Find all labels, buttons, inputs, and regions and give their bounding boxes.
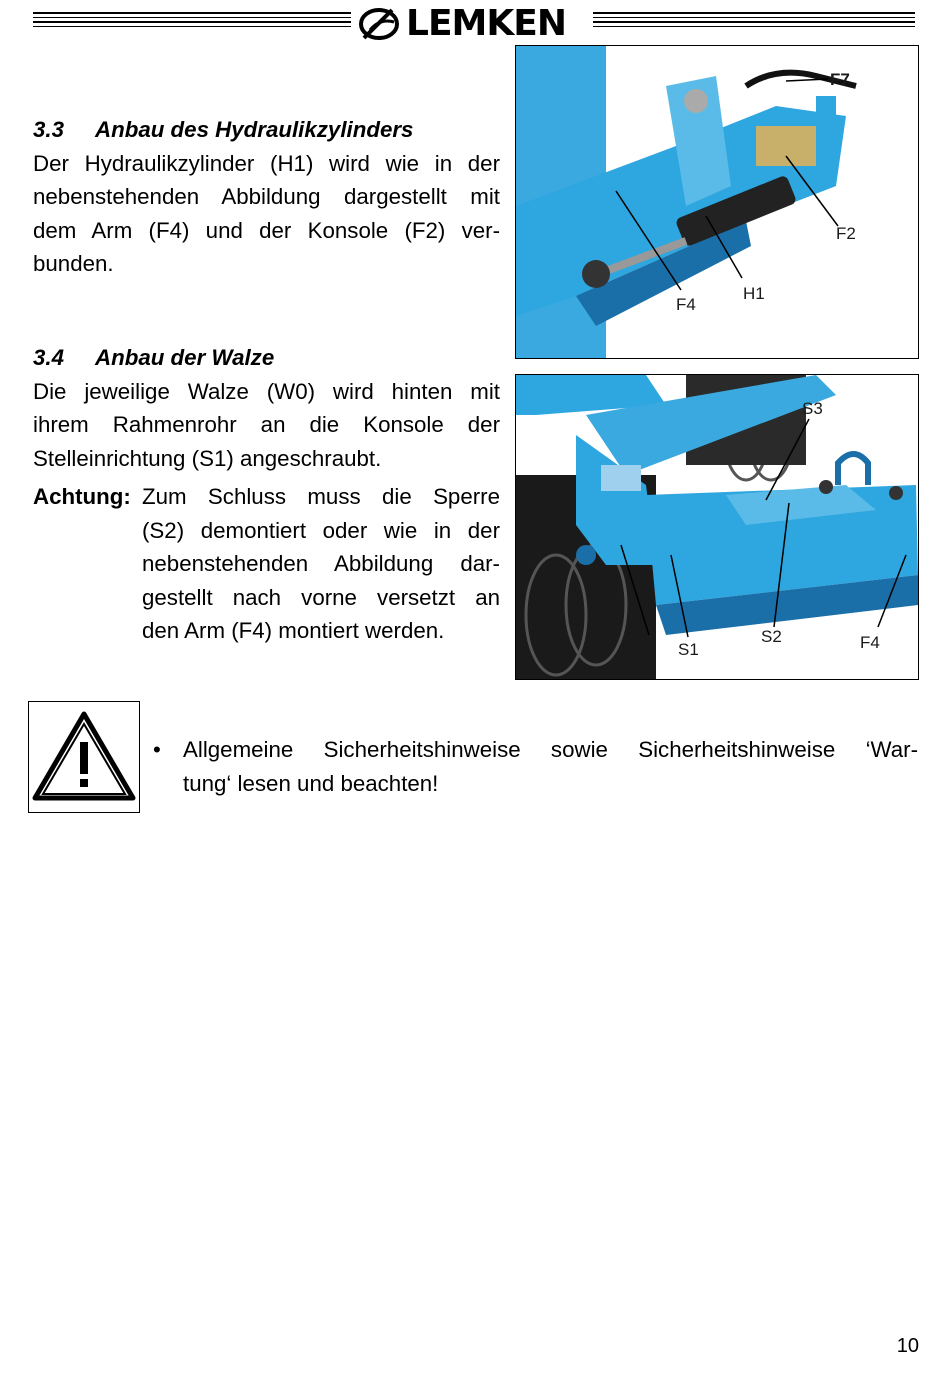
paragraph-line: Stelleinrichtung (S1) angeschraubt. (33, 445, 382, 471)
paragraph-line: nebenstehenden Abbildung dargestellt mit (33, 184, 500, 210)
note-line: (S2) demontiert oder wie in der (142, 517, 500, 543)
label-s2: S2 (761, 627, 782, 646)
achtung-note (33, 480, 500, 648)
warning-line: Allgemeine Sicherheitshinweise sowie Sicherheitshinweise ‘War- (183, 737, 918, 762)
section-title: Anbau der Walze (95, 345, 275, 370)
paragraph-line: Die jeweilige Walze (W0) wird hinten mit (33, 378, 500, 404)
paragraph-line: bunden. (33, 251, 114, 277)
figure-hydraulic-cylinder (515, 45, 919, 359)
section-number: 3.3 (33, 117, 64, 142)
section-number: 3.4 (33, 345, 64, 370)
warning-text (153, 733, 918, 800)
label-f4: F4 (860, 633, 880, 652)
section-title: Anbau des Hydraulikzylinders (95, 117, 414, 142)
label-f2: F2 (836, 224, 856, 243)
label-f4: F4 (676, 295, 696, 314)
bullet: • (153, 737, 161, 762)
label-s1: S1 (678, 640, 699, 659)
section-3-3-heading (33, 113, 500, 147)
lemken-logo (358, 2, 566, 46)
section-3-4-heading (33, 341, 500, 375)
warning-box (28, 701, 140, 813)
section-3-4 (33, 341, 500, 475)
warning-line: tung‘ lesen und beachten! (183, 770, 439, 796)
paragraph-line: ihrem Rahmenrohr an die Konsole der (33, 412, 500, 438)
section-3-3 (33, 113, 500, 281)
note-line: den Arm (F4) montiert werden. (142, 618, 445, 644)
paragraph-line: dem Arm (F4) und der Konsole (F2) ver- (33, 217, 500, 243)
achtung-label: Achtung: (33, 484, 131, 509)
paragraph-line: Der Hydraulikzylinder (H1) wird wie in der (33, 150, 500, 176)
note-line: Zum Schluss muss die Sperre (142, 484, 500, 509)
label-s3: S3 (802, 399, 823, 418)
label-h1: H1 (743, 284, 765, 303)
brand-name: LEMKEN (406, 3, 566, 44)
page-number: 10 (896, 1335, 919, 1357)
note-line: nebenstehenden Abbildung dar- (142, 551, 500, 577)
header-rule-right (593, 12, 915, 34)
lemken-emblem-icon (358, 4, 402, 44)
label-w0: W0 (623, 640, 649, 659)
note-line: gestellt nach vorne versetzt an (142, 584, 500, 610)
warning-triangle-icon (29, 702, 138, 811)
header-rule-left (33, 12, 351, 34)
label-f7: F7 (830, 70, 850, 89)
figure-roller (515, 374, 919, 680)
